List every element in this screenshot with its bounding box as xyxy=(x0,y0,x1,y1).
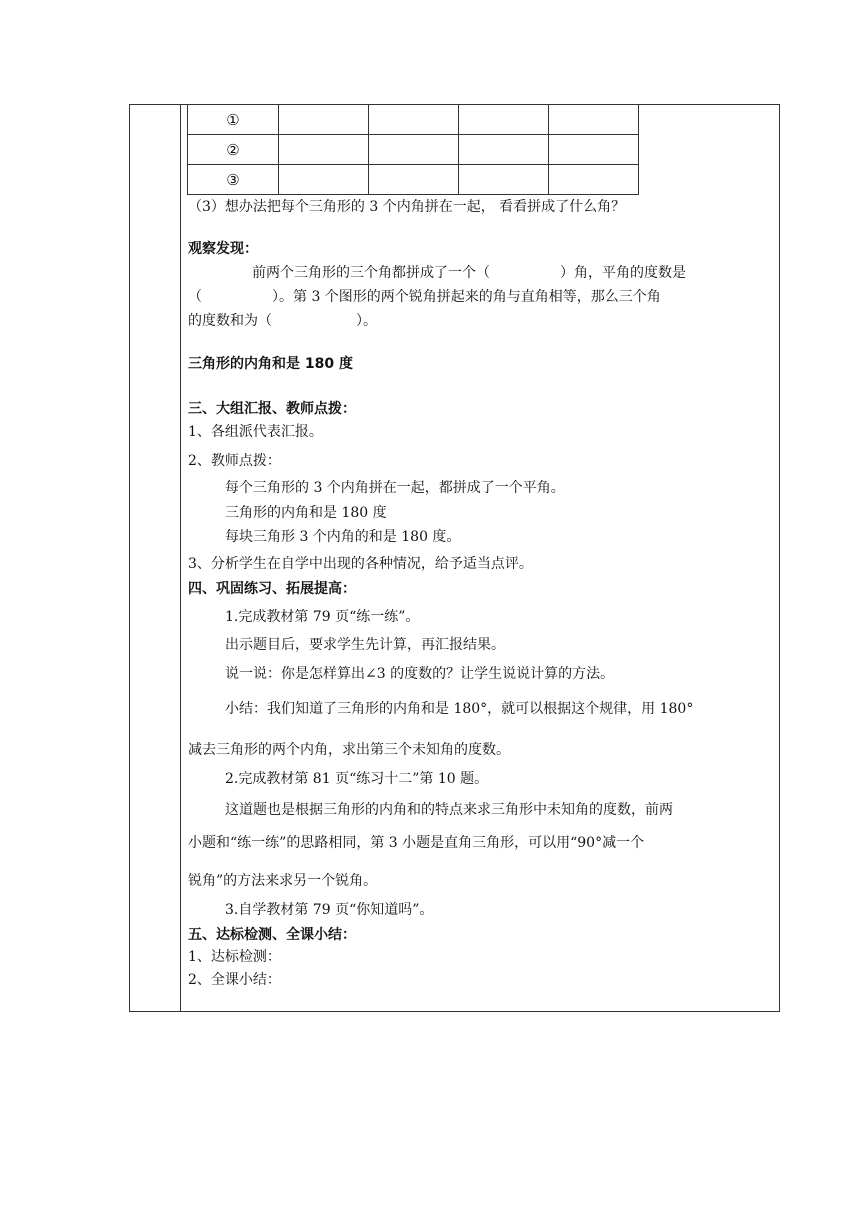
table-cell xyxy=(279,105,369,135)
section-4-item-1d: 减去三角形的两个内角，求出第三个未知角的度数。 xyxy=(188,742,510,758)
table-cell xyxy=(279,135,369,165)
section-5-title: 五、达标检测、全课小结： xyxy=(188,927,356,943)
table-cell xyxy=(459,105,549,135)
section-5-item-2: 2、全课小结： xyxy=(188,972,281,988)
row-label-1: ① xyxy=(188,105,279,135)
section-5-item-1: 1、达标检测： xyxy=(188,949,281,965)
observe-line-3: 的度数和为（ ）。 xyxy=(188,313,377,329)
row-label-2: ② xyxy=(188,135,279,165)
section-3-item-2: 2、教师点拨： xyxy=(188,453,281,469)
section-4-item-1c: 小结：我们知道了三角形的内角和是 180°，就可以根据这个规律，用 180° xyxy=(225,701,694,717)
observe-title: 观察发现： xyxy=(188,241,258,257)
section-4-item-2b: 小题和“练一练”的思路相同，第 3 小题是直角三角形，可以用“90°减一个 xyxy=(188,835,645,851)
table-cell xyxy=(369,105,459,135)
observe-line-2: （ ）。第 3 个图形的两个锐角拼起来的角与直角相等，那么三个角 xyxy=(188,289,661,305)
section-4-item-1: 1.完成教材第 79 页“练一练”。 xyxy=(225,609,420,625)
section-3-item-2c: 每块三角形 3 个内角的和是 180 度。 xyxy=(225,529,461,545)
table-cell xyxy=(549,135,639,165)
table-row xyxy=(188,165,639,195)
observe-line-1: 前两个三角形的三个角都拼成了一个（ ）角，平角的度数是 xyxy=(252,265,686,281)
section-4-item-3: 3.自学教材第 79 页“你知道吗”。 xyxy=(225,902,434,918)
section-4-item-2c: 锐角”的方法来求另一个锐角。 xyxy=(188,873,378,889)
table-cell xyxy=(549,105,639,135)
section-4-item-1a: 出示题目后，要求学生先计算，再汇报结果。 xyxy=(225,637,505,653)
section-4-title: 四、巩固练习、拓展提高： xyxy=(188,581,356,597)
table-cell xyxy=(459,165,549,195)
section-3-title: 三、大组汇报、教师点拨： xyxy=(188,401,356,417)
table-row xyxy=(188,105,639,135)
table-cell xyxy=(279,165,369,195)
table-cell xyxy=(549,165,639,195)
table-cell xyxy=(459,135,549,165)
section-4-item-1b: 说一说：你是怎样算出∠3 的度数的？让学生说说计算的方法。 xyxy=(225,666,615,682)
question-3: （3）想办法把每个三角形的 3 个内角拼在一起， 看看拼成了什么角？ xyxy=(188,199,626,215)
observation-table xyxy=(187,104,639,195)
section-4-item-2a: 这道题也是根据三角形的内角和的特点来求三角形中未知角的度数，前两 xyxy=(225,802,673,818)
section-3-item-1: 1、各组派代表汇报。 xyxy=(188,424,323,440)
conclusion-heading: 三角形的内角和是 180 度 xyxy=(188,356,353,372)
table-cell xyxy=(369,165,459,195)
section-3-item-3: 3、分析学生在自学中出现的各种情况，给予适当点评。 xyxy=(188,556,533,572)
section-3-item-2a: 每个三角形的 3 个内角拼在一起，都拼成了一个平角。 xyxy=(225,480,565,496)
column-divider xyxy=(180,104,181,1012)
table-row xyxy=(188,135,639,165)
section-4-item-2: 2.完成教材第 81 页“练习十二”第 10 题。 xyxy=(225,771,489,787)
table-cell xyxy=(369,135,459,165)
row-label-3: ③ xyxy=(188,165,279,195)
section-3-item-2b: 三角形的内角和是 180 度 xyxy=(225,505,387,521)
